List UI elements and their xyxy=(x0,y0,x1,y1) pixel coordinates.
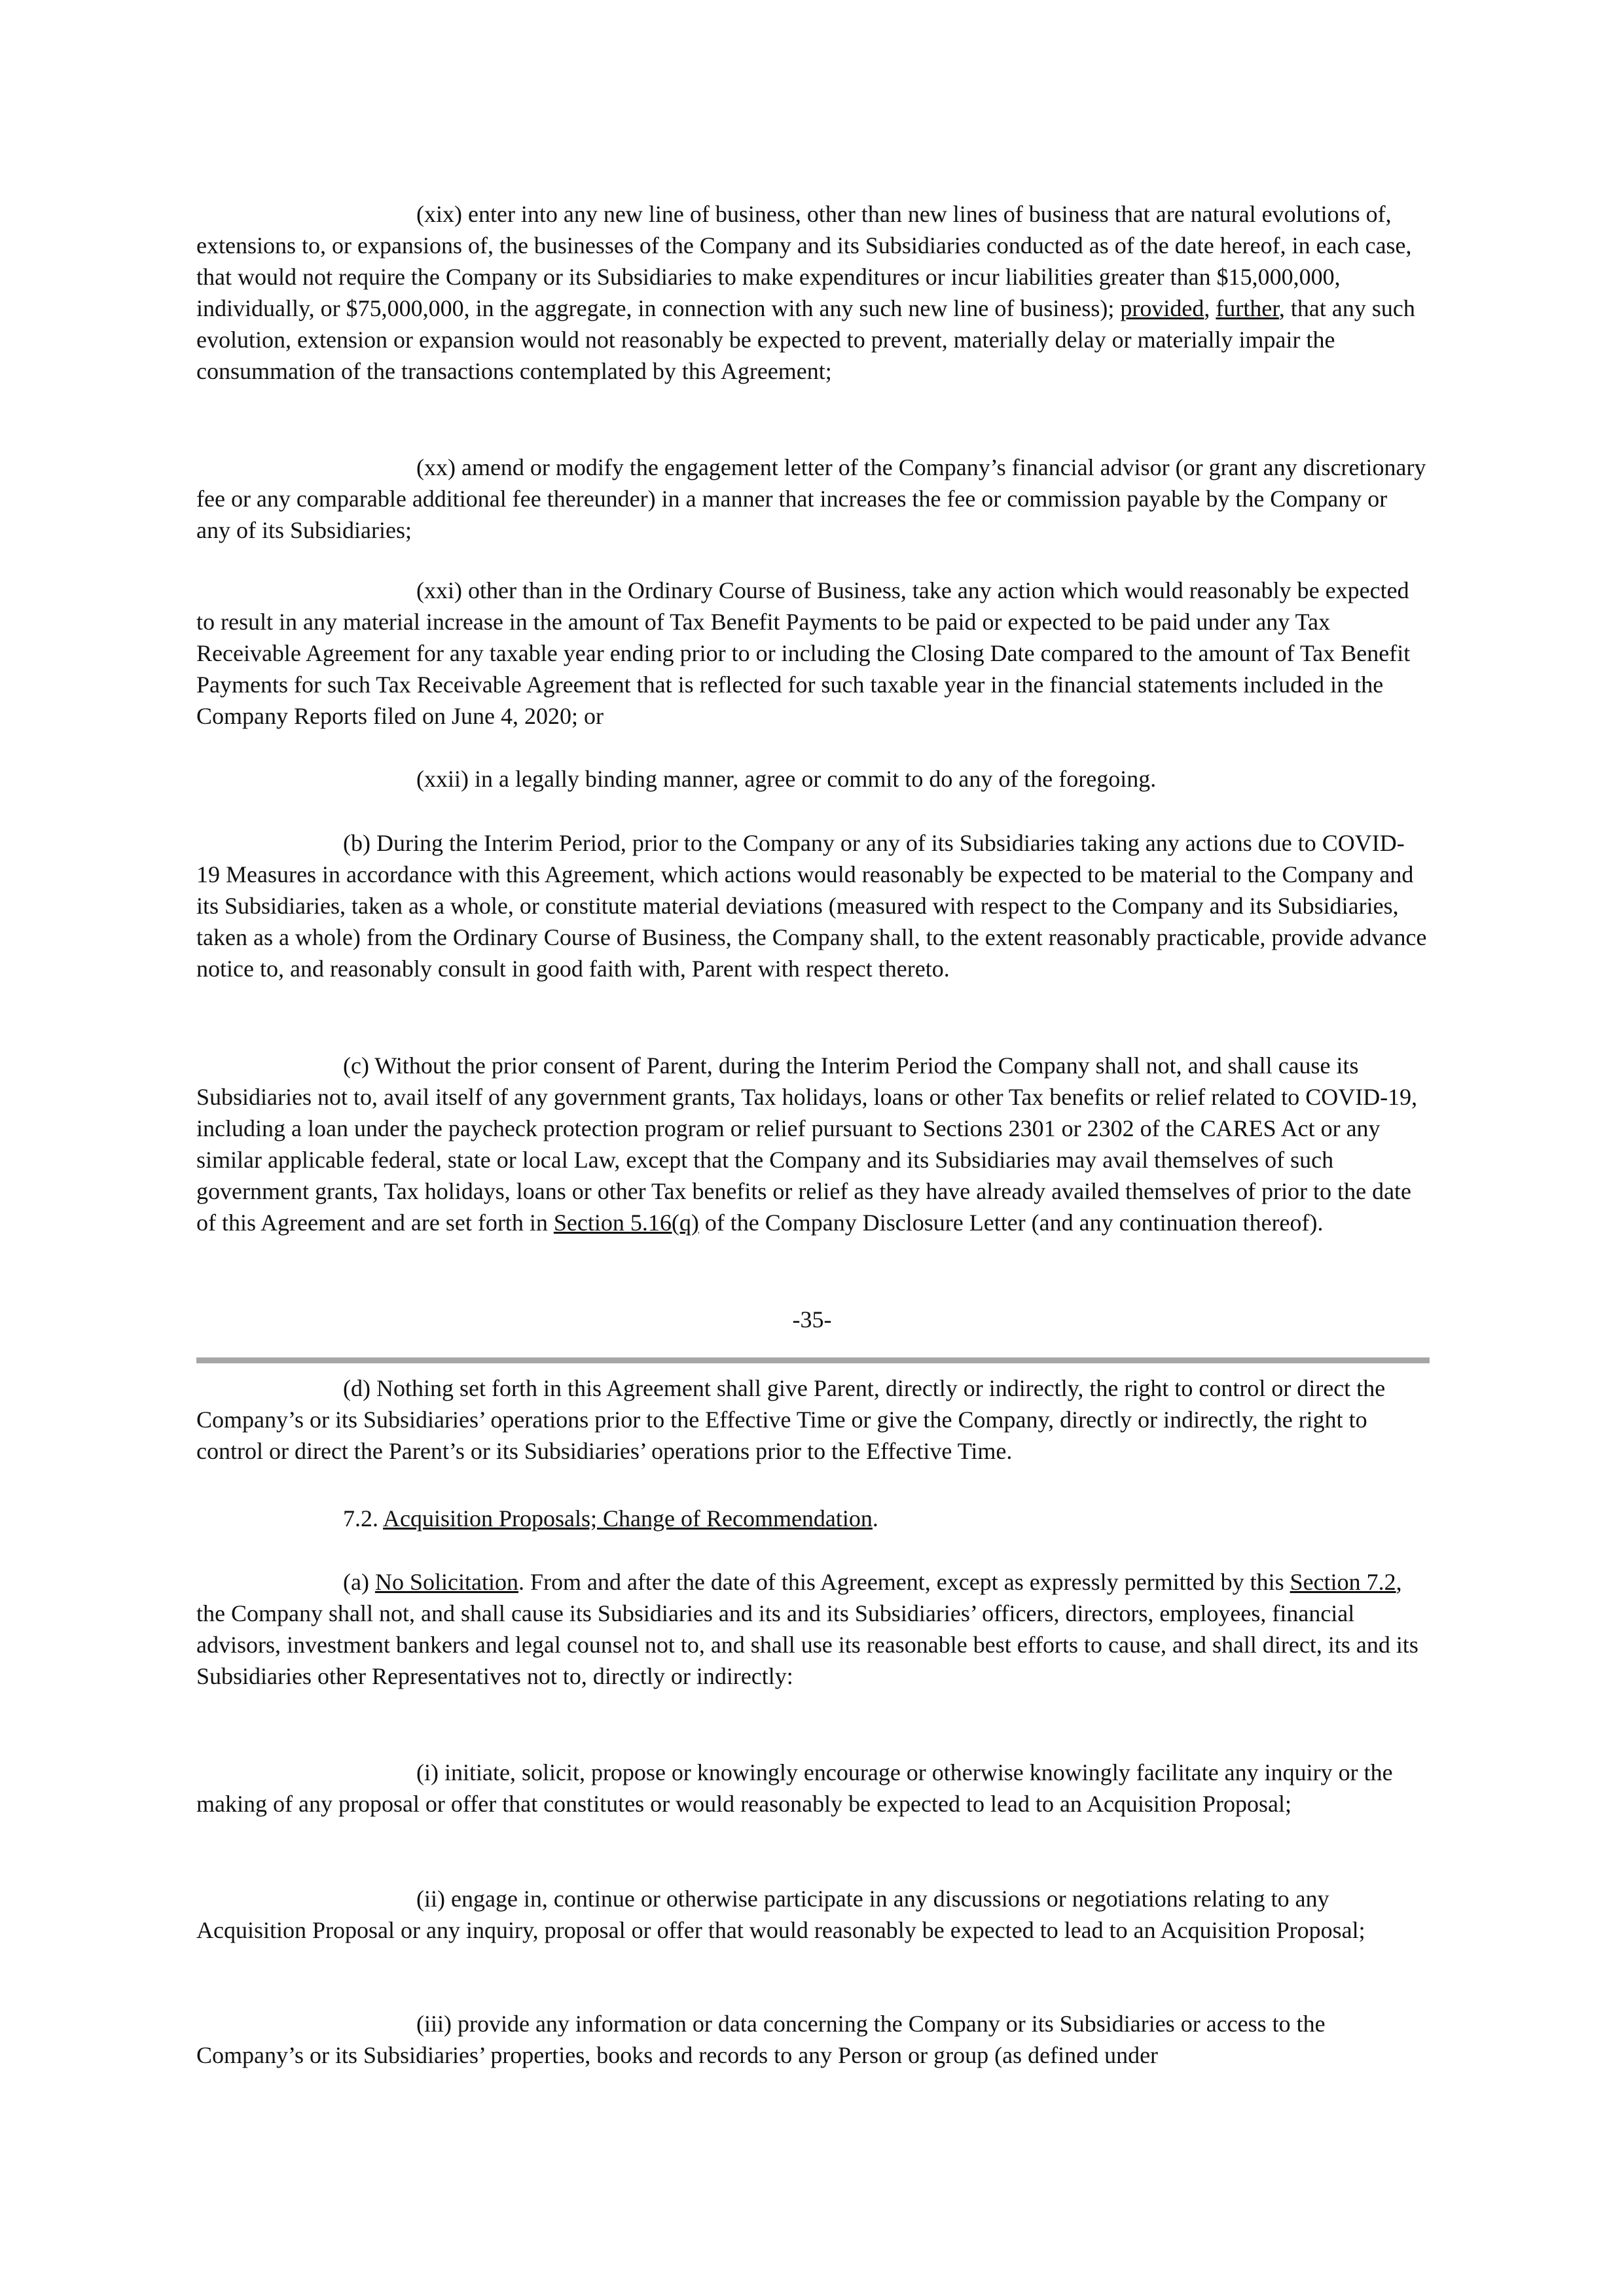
paragraph-iii-block xyxy=(196,2008,1427,2071)
paragraph-a-block xyxy=(196,1566,1427,1692)
paragraph-d-block xyxy=(196,1372,1427,1467)
paragraph-ii: (ii) engage in, continue or otherwise participate in any discussions or negotiations relating to any Acquisition Proposal or any inquiry, proposal or offer that would reasonably be expected to lead to an Acquisition Proposal; xyxy=(196,1886,1365,1943)
paragraph-c-block xyxy=(196,1050,1427,1238)
paragraph-ii-block xyxy=(196,1883,1427,1946)
paragraph-xx: (xx) amend or modify the engagement letter of the Company’s financial advisor (or grant any discretionary fee or any comparable additional fee thereunder) in a manner that increases the fee or commission payable by the Company or any of its Subsidiaries; xyxy=(196,454,1426,543)
paragraph-xix xyxy=(196,198,1427,387)
paragraph-xix-text-a: (xix) enter into any new line of business, other than new lines of business that are natural evolutions of, extensions to, or expansions of, the businesses of the Company and its Subsidiaries conducted as of the date hereof, in each case, that would not require the Company or its Subsidiaries to make expenditures or incur liabilities greater than $15,000,000, individually, or $75,000,000, in the aggregate, in connection with any such new line of business); xyxy=(196,201,1412,321)
paragraph-a-text-b: , the Company shall not, and shall cause its Subsidiaries and its and its Subsidiaries’ officers, directors, employees, financial advisors, investment bankers and legal counsel not to, and shall use its reasonable best efforts to cause, and shall direct, its and its Subsidiaries other Representatives not to, directly or indirectly: xyxy=(196,1569,1418,1689)
section-heading-7-2 xyxy=(196,1503,1427,1534)
paragraph-b-block xyxy=(196,827,1427,984)
paragraph-i: (i) initiate, solicit, propose or knowingly encourage or otherwise knowingly facilitate any inquiry or the making of any proposal or offer that constitutes or would reasonably be expected to lead to an Acquisition Proposal; xyxy=(196,1759,1393,1817)
section-xix-to-c xyxy=(196,198,1427,387)
paragraph-xxii: (xxii) in a legally binding manner, agree or commit to do any of the foregoing. xyxy=(416,766,1157,792)
paragraph-a-text-a: . From and after the date of this Agreement, except as expressly permitted by this xyxy=(518,1569,1290,1595)
paragraph-a-num: (a) xyxy=(343,1569,375,1595)
paragraph-xxi-block xyxy=(196,575,1427,732)
no-solicitation-title: No Solicitation xyxy=(374,1569,518,1595)
paragraph-xx-block xyxy=(196,452,1427,546)
paragraph-d: (d) Nothing set forth in this Agreement shall give Parent, directly or indirectly, the right to control or direct the Company’s or its Subsidiaries’ operations prior to the Effective Time or give the Company, directly or indirectly, the right to control or direct the Parent’s or its Subsidiaries’ operations prior to the Effective Time. xyxy=(196,1375,1386,1464)
paragraph-xxi: (xxi) other than in the Ordinary Course of Business, take any action which would reasonably be expected to result in any material increase in the amount of Tax Benefit Payments to be paid or expected to be paid under any Tax Receivable Agreement for any taxable year ending prior to or including the Closing Date compared to the amount of Tax Benefit Payments for such Tax Receivable Agreement that is reflected for such taxable year in the financial statements included in the Company Reports filed on June 4, 2020; or xyxy=(196,577,1411,729)
paragraph-iii: (iii) provide any information or data concerning the Company or its Subsidiaries or access to the Company’s or its Subsidiaries’ properties, books and records to any Person or group (as defined under xyxy=(196,2011,1326,2068)
further-term: further xyxy=(1216,295,1279,321)
paragraph-b: (b) During the Interim Period, prior to the Company or any of its Subsidiaries taking any actions due to COVID-19 Measures in accordance with this Agreement, which actions would reasonably be expected to be material to the Company and its Subsidiaries, taken as a whole, or constitute material deviations (measured with respect to the Company and its Subsidiaries, taken as a whole) from the Ordinary Course of Business, the Company shall, to the extent reasonably practicable, provide advance notice to, and reasonably consult in good faith with, Parent with respect thereto. xyxy=(196,830,1427,982)
paragraph-i-block xyxy=(196,1757,1427,1820)
section-7-2-link[interactable]: Section 7.2 xyxy=(1290,1569,1396,1595)
heading-end: . xyxy=(872,1505,878,1532)
paragraph-c xyxy=(196,1050,1427,1238)
paragraph-xxii-block xyxy=(196,763,1427,795)
page-number: -35- xyxy=(792,1306,832,1333)
paragraph-xix-sep: , xyxy=(1204,295,1216,321)
provided-term: provided xyxy=(1120,295,1204,321)
heading-title: Acquisition Proposals; Change of Recommendation xyxy=(383,1505,873,1532)
page-divider xyxy=(196,1357,1430,1363)
heading-7-2-block xyxy=(196,1503,1427,1534)
paragraph-c-text-b: of the Company Disclosure Letter (and any continuation thereof). xyxy=(698,1210,1324,1236)
paragraph-c-text-a: (c) Without the prior consent of Parent, during the Interim Period the Company shall not, and shall cause its Subsidiaries not to, avail itself of any government grants, Tax holidays, loans or other Tax benefits or relief related to COVID-19, including a loan under the paycheck protection program or relief pursuant to Sections 2301 or 2302 of the CARES Act or any similar applicable federal, state or local Law, except that the Company and its Subsidiaries may avail themselves of such government grants, Tax holidays, loans or other Tax benefits or relief as they have already availed themselves of prior to the date of this Agreement and are set forth in xyxy=(196,1052,1418,1236)
paragraph-xix-text-b: , that any such evolution, extension or expansion would not reasonably be expected to prevent, materially delay or materially impair the consummation of the transactions contemplated by this Agreement; xyxy=(196,295,1415,384)
heading-number: 7.2. xyxy=(343,1505,384,1532)
paragraph-a xyxy=(196,1566,1427,1692)
section-5-16q-link[interactable]: Section 5.16(q) xyxy=(553,1210,699,1236)
